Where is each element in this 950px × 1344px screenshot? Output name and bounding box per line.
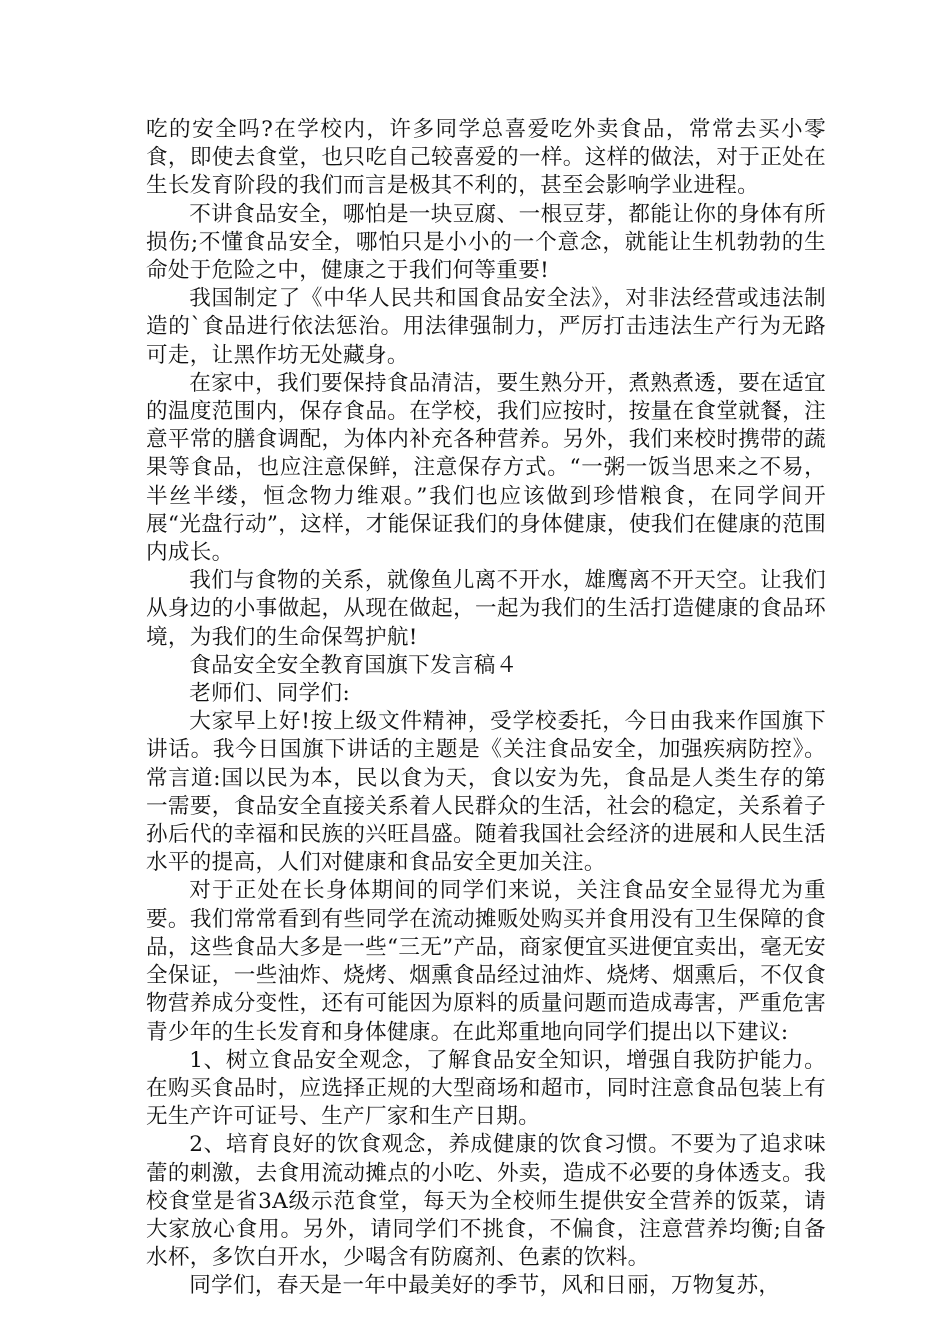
paragraph: 不讲食品安全，哪怕是一块豆腐、一根豆芽，都能让你的身体有所损伤;不懂食品安全，哪怕只是小小的一个意念，就能让生机勃勃的生命处于危险之中，健康之于我们何等重要! xyxy=(146,201,826,284)
paragraph: 我国制定了《中华人民共和国食品安全法》，对非法经营或违法制造的`食品进行依法惩治。用法律强制力，严厉打击违法生产行为无路可走，让黑作坊无处藏身。 xyxy=(146,286,826,368)
salutation: 老师们、同学们: xyxy=(189,681,351,707)
paragraph: 我们与食物的关系，就像鱼儿离不开水，雄鹰离不开天空。让我们从身边的小事做起，从现在做起，一起为我们的生活打造健康的食品环境，为我们的生命保驾护航! xyxy=(146,568,826,650)
list-item-suggestion-2: 2、培育良好的饮食观念，养成健康的饮食习惯。不要为了追求味蕾的刺激，去食用流动摊点的小吃、外卖，造成不必要的身体透支。我校食堂是省3A级示范食堂，每天为全校师生提供安全营养的饭菜，请大家放心食用。另外，请同学们不挑食，不偏食，注意营养均衡;自备水杯，多饮白开水，少喝含有防腐剂、色素的饮料。 xyxy=(146,1132,826,1271)
paragraph-continuation: 吃的安全吗?在学校内，许多同学总喜爱吃外卖食品，常常去买小零食，即使去食堂，也只吃自己较喜爱的一样。这样的做法，对于正处在生长发育阶段的我们而言是极其不利的，甚至会影响学业进程。 xyxy=(146,117,826,199)
paragraph: 对于正处在长身体期间的同学们来说，关注食品安全显得尤为重要。我们常常看到有些同学在流动摊贩处购买并食用没有卫生保障的食品，这些食品大多是一些“三无”产品，商家便宜买进便宜卖出，毫无安全保证，一些油炸、烧烤、烟熏食品经过油炸、烧烤、烟熏后，不仅食物营养成分变性，还有可能因为原料的质量问题而造成毒害，严重危害青少年的生长发育和身体健康。在此郑重地向同学们提出以下建议: xyxy=(146,878,826,1045)
document-body xyxy=(146,116,826,1301)
paragraph: 在家中，我们要保持食品清洁，要生熟分开，煮熟煮透，要在适宜的温度范围内，保存食品。在学校，我们应按时，按量在食堂就餐，注意平常的膳食调配，为体内补充各种营养。另外，我们来校时携带的蔬果等食品，也应注意保鲜，注意保存方式。“一粥一饭当思来之不易，半丝半缕，恒念物力维艰。”我们也应该做到珍惜粮食，在同学间开展“光盘行动”，这样，才能保证我们的身体健康，使我们在健康的范围内成长。 xyxy=(146,370,826,566)
list-item-suggestion-1: 1、树立食品安全观念，了解食品安全知识，增强自我防护能力。在购买食品时，应选择正规的大型商场和超市，同时注意食品包装上有无生产许可证号、生产厂家和生产日期。 xyxy=(146,1047,826,1130)
section-title: 食品安全安全教育国旗下发言稿４ xyxy=(189,652,518,678)
paragraph: 大家早上好!按上级文件精神，受学校委托，今日由我来作国旗下讲话。我今日国旗下讲话的主题是《关注食品安全，加强疾病防控》。常言道:国以民为本，民以食为天，食以安为先，食品是人类生存的第一需要，食品安全直接关系着人民群众的生活，社会的稳定，关系着子孙后代的幸福和民族的兴旺昌盛。随着我国社会经济的进展和人民生活水平的提高，人们对健康和食品安全更加关注。 xyxy=(146,709,826,876)
paragraph: 同学们，春天是一年中最美好的季节，风和日丽，万物复苏， xyxy=(189,1273,781,1299)
